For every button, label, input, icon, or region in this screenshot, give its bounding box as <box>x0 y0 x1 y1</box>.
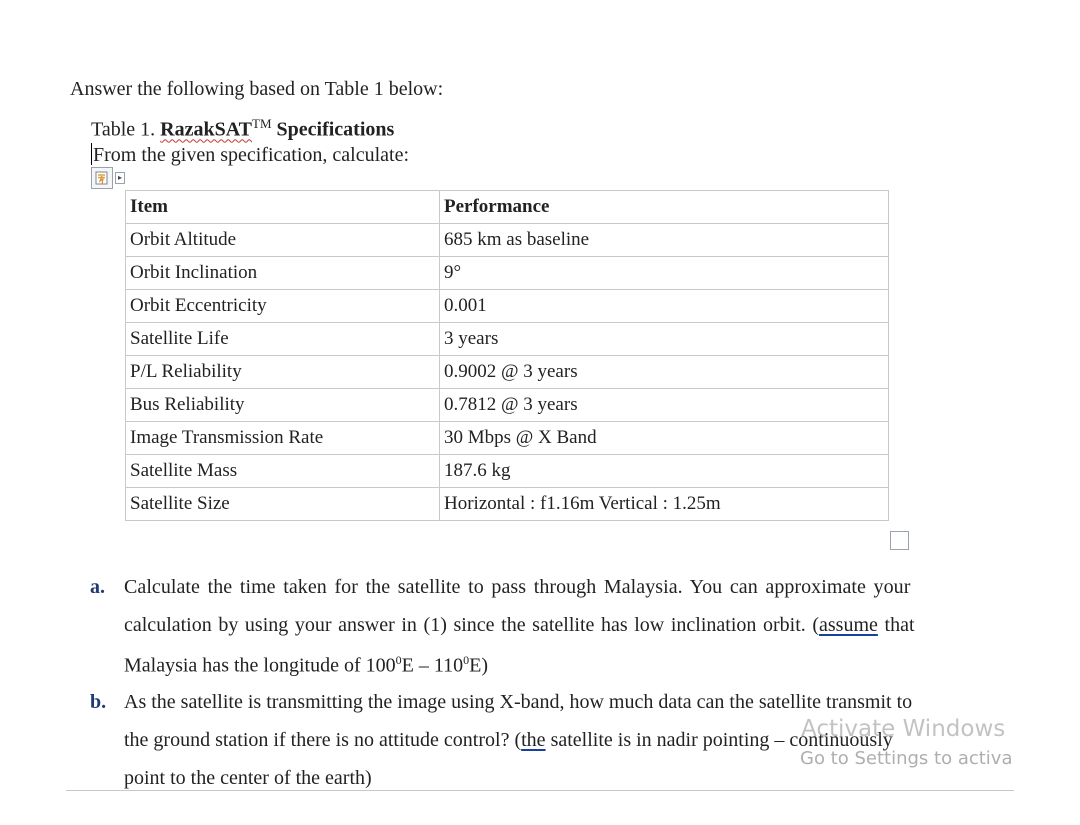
row-value: 187.6 kg <box>440 455 889 488</box>
header-performance: Performance <box>440 191 889 224</box>
question-a-line3-start: Malaysia has the longitude of 100 <box>124 654 396 677</box>
table-resize-handle[interactable] <box>890 531 909 550</box>
paste-options-dropdown[interactable]: ▸ <box>115 172 125 184</box>
row-item: Orbit Altitude <box>126 224 440 257</box>
row-value: 9° <box>440 257 889 290</box>
row-value: 0.7812 @ 3 years <box>440 389 889 422</box>
header-item: Item <box>126 191 440 224</box>
caption-brand: RazakSAT <box>160 118 253 141</box>
table-row <box>126 323 889 356</box>
row-item: Orbit Inclination <box>126 257 440 290</box>
row-item: Orbit Eccentricity <box>126 290 440 323</box>
subtitle-text <box>91 143 409 167</box>
question-b-marker: b. <box>90 691 107 713</box>
activation-watermark-subtitle: Go to Settings to activa <box>800 748 1013 769</box>
question-b-line1: As the satellite is transmitting the image using X-band, how much data can the satellite transmit to <box>124 691 913 713</box>
degree-superscript: 0 <box>463 653 470 667</box>
question-b-line2 <box>124 729 893 752</box>
page-divider <box>66 790 1014 791</box>
table-row <box>126 257 889 290</box>
question-a-line1: Calculate the time taken for the satellite to pass through Malaysia. You can approximate your <box>124 576 911 598</box>
table-row <box>126 455 889 488</box>
question-a-underlined-word: assume <box>819 614 878 636</box>
question-a-line2 <box>124 614 915 637</box>
table-caption <box>91 116 394 142</box>
text-cursor <box>91 143 92 165</box>
row-value: 685 km as baseline <box>440 224 889 257</box>
table-row <box>126 356 889 389</box>
question-b-underlined-word: the <box>521 729 546 751</box>
row-value: Horizontal : f1.16m Vertical : 1.25m <box>440 488 889 521</box>
subtitle-label: From the given specification, calculate: <box>93 144 409 166</box>
question-a-line3 <box>124 653 488 678</box>
row-item: Image Transmission Rate <box>126 422 440 455</box>
instruction-text: Answer the following based on Table 1 below: <box>70 78 444 100</box>
paste-options-icon[interactable] <box>91 167 113 189</box>
degree-superscript: 0 <box>395 653 402 667</box>
row-item: Satellite Size <box>126 488 440 521</box>
row-item: Bus Reliability <box>126 389 440 422</box>
table-row <box>126 389 889 422</box>
row-item: Satellite Life <box>126 323 440 356</box>
table-row <box>126 290 889 323</box>
row-item: P/L Reliability <box>126 356 440 389</box>
row-value: 0.001 <box>440 290 889 323</box>
row-value: 0.9002 @ 3 years <box>440 356 889 389</box>
table-row <box>126 488 889 521</box>
row-value: 30 Mbps @ X Band <box>440 422 889 455</box>
question-b-line2-end: satellite is in nadir pointing – continuously <box>545 729 893 751</box>
activation-watermark-title: Activate Windows <box>801 716 1006 742</box>
question-a-line3-end: E) <box>469 654 488 677</box>
row-value: 3 years <box>440 323 889 356</box>
question-a-marker: a. <box>90 576 105 598</box>
table-row <box>126 224 889 257</box>
row-item: Satellite Mass <box>126 455 440 488</box>
caption-prefix: Table 1. <box>91 118 161 141</box>
caption-suffix: Specifications <box>271 118 395 141</box>
caption-trademark: TM <box>252 116 272 131</box>
question-a-line2-end: that <box>877 614 915 636</box>
table-header-row <box>126 191 889 224</box>
question-b-line3: point to the center of the earth) <box>124 767 372 789</box>
question-b-line2-start: the ground station if there is no attitude control? ( <box>124 729 522 751</box>
question-a-line2-start: calculation by using your answer in (1) since the satellite has low inclination orbit. ( <box>124 614 820 636</box>
question-a-line3-mid: E – 110 <box>401 654 464 677</box>
table-row <box>126 422 889 455</box>
specifications-table <box>125 190 889 521</box>
